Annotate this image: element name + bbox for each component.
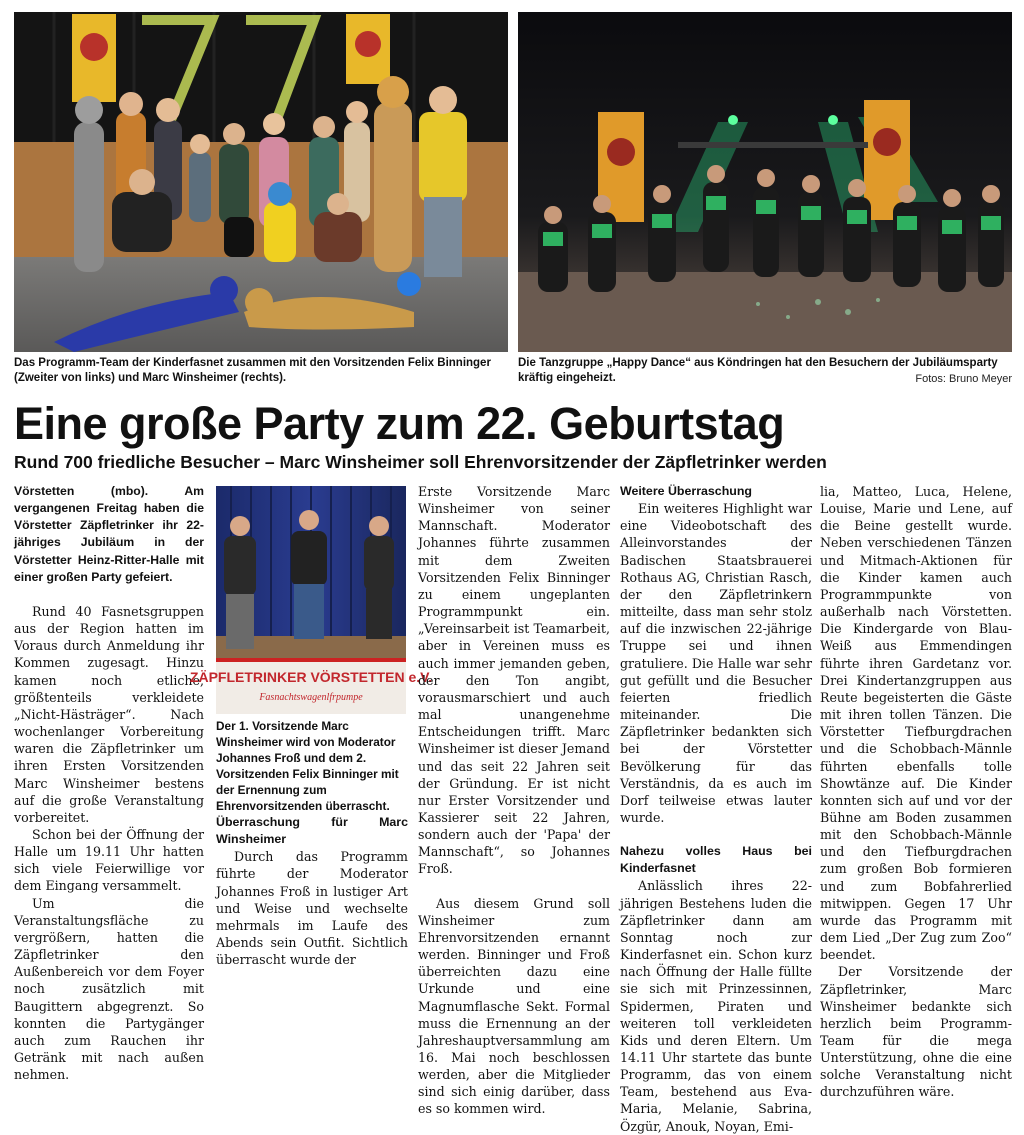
- heading-ueberraschung: Überraschung für Marc Winsheimer: [216, 815, 408, 847]
- paragraph-dank: Der Vorsitzende der Zäpfletrinker, Marc Winsheimer bedankte sich herzlich beim Programm-Team für die mega Unterstützung, ohne die eine solche Veranstaltung nicht durchzuführen wäre.: [820, 964, 1012, 1100]
- heading-kinderfasnet: Nahezu volles Haus bei Kinderfasnet: [620, 844, 812, 876]
- paragraph-fasnetsgruppen: Rund 40 Fasnetsgruppen aus der Region hatten im Voraus durch Anmeldung ihr Kommen zugesagt. Hinzu kamen noch etliche, größtenteils verkleidete „Nicht-Hästräger“. Nach wochenlanger Vorbereitung waren die Zäpfletrinker um ihren Ersten Vorsitzenden Marc Winsheimer bestens auf die große Veranstaltung vorbereitet.: [14, 603, 204, 825]
- paragraph-ehrenvorsitzender: Aus diesem Grund soll Winsheimer zum Ehrenvorsitzenden ernannt werden. Binninger und Froß überreichten dazu eine Urkunde und eine Magnumflasche Sekt. Formal muss die Ernennung an der Jahreshauptversammlung am 16. Mai noch beschlossen werden, aber die Mitglieder sind sich einig darüber, dass es so kommen wird.: [418, 895, 610, 1117]
- caption-stage-honor: Der 1. Vorsitzende Marc Winsheimer wird von Moderator Johannes Froß und dem 2. Vorsitzenden Felix Binninger mit der Ernennung zum Ehrenvorsitzenden überrascht.: [216, 719, 399, 813]
- photo-credit: Fotos: Bruno Meyer: [915, 373, 1012, 385]
- photo-happy-dance-illustration: [518, 12, 1012, 352]
- article-headline: Eine große Party zum 22. Geburtstag: [14, 398, 785, 449]
- caption-program-team: Das Programm-Team der Kinderfasnet zusammen mit den Vorsitzenden Felix Binninger (Zweiter von links) und Marc Winsheimer (rechts).: [14, 357, 491, 384]
- stage-banner-subtitle: Fasnachtswagenlfrpumpe: [259, 692, 363, 703]
- column-4: [620, 483, 812, 1135]
- paragraph-kinderfasnet: Anlässlich ihres 22-jährigen Bestehens luden die Zäpfletrinker dann am Sonntag noch zur Kinderfasnet ein. Schon kurz nach Öffnung der Halle füllte sie sich mit Prinzessinnen, Spidermen, Piraten und weiteren toll verkleideten Kids und deren Eltern. Um 14.11 Uhr startete das bunte Programm, das von einem Team, bestehend aus Eva-Maria, Melanie, Sabrina, Özgür, Anouk, Noyan, Emi-: [620, 878, 812, 1134]
- heading-weitere-ueberraschung: Weitere Überraschung: [620, 484, 752, 498]
- column-3: [418, 483, 610, 1118]
- stage-banner-title: ZÄPFLETRINKER VÖRSTETTEN e.V.: [189, 669, 433, 685]
- column-1: [14, 483, 204, 1083]
- paragraph-videobotschaft: Ein weiteres Highlight war eine Videobotschaft des Alleinvorstandes der Badischen Staatsbrauerei Rothaus AG, Christian Rasch, der den Zäpfletrinkern mitteilte, dass man sehr stolz auf die inzwischen 22-jährige Truppe sei und ihnen gratuliere. Die Halle war sehr gut gefüllt und die Besucher feierten friedlich miteinander. Die Zäpfletrinker bedankten sich bei der Vörstetter Bevölkerung für das Verständnis, da es auch im Dorf teilweise etwas lauter wurde.: [620, 501, 812, 825]
- photo-stage-honor-illustration: [189, 486, 433, 714]
- photo-program-team: [14, 12, 508, 352]
- photo-program-team-illustration: [14, 12, 508, 352]
- column-2: [216, 814, 408, 968]
- paragraph-veranstaltungsflaeche: Um die Veranstaltungsfläche zu vergrößern, hatten die Zäpfletrinker den Außenbereich vor dem Foyer noch zusätzlich mit Baugittern abgegrenzt. So konnten die Partygänger auch zum Rauchen ihr Getränk mit nach außen nehmen.: [14, 895, 204, 1083]
- caption-happy-dance: Die Tanzgruppe „Happy Dance“ aus Köndringen hat den Besuchern der Jubiläumsparty kräftig eingeheizt.: [518, 357, 998, 384]
- article-subheadline: Rund 700 friedliche Besucher – Marc Winsheimer soll Ehrenvorsitzender der Zäpfletrinker werden: [14, 452, 827, 472]
- paragraph-programm-team: lia, Matteo, Luca, Helene, Louise, Marie und Lene, auf die Beine gestellt wurde. Neben verschiedenen Tänzen und Mitmach-Aktionen für die Kinder kamen auch Programmpunkte von außerhalb nach Vörstetten. Die Kindergarde von Blau-Weiß aus Emmendingen führte ihren Gardetanz vor. Drei Kindertanzgruppen aus Reute begeisterten die Gäste mit ihren tollen Tänzen. Die Vörstetter Tiefburgdrachen und die Schobbach-Männle führten ebenfalls tolle Showtänze auf. Die Kinder konnten sich auf und vor der Bühne am Boden zusammen mit den Schobbach-Männle und den Tiefburgdrachen zum großen Bob formieren und zum Bobfahrerlied mitwippen. Gegen 17 Uhr wurde das Programm mit dem Lied „Der Zug zum Zoo“ beendet.: [820, 484, 1012, 963]
- column-5: [820, 483, 1012, 1101]
- paragraph-hallenoeffnung: Schon bei der Öffnung der Halle um 19.11 Uhr hatten sich viele Feierwillige vor dem Eingang versammelt.: [14, 826, 204, 894]
- article-lead: Vörstetten (mbo). Am vergangenen Freitag haben die Vörstetter Zäpfletrinker ihr 22-jähriges Jubiläum in der Vörstetter Heinz-Ritter-Halle mit einer großen Party gefeiert.: [14, 484, 204, 584]
- paragraph-moderator: Durch das Programm führte der Moderator Johannes Froß in lustiger Art und Weise und wechselte mehrmals im Laufe des Abends sein Outfit. Sichtlich überrascht wurde der: [216, 849, 408, 968]
- photo-happy-dance: [518, 12, 1012, 352]
- photo-stage-honor: [189, 486, 433, 714]
- paragraph-erste-vorsitzende: Erste Vorsitzende Marc Winsheimer von seiner Mannschaft. Moderator Johannes führte zusammen mit dem Zweiten Vorsitzenden Felix Binninger zu einem ungeplanten Programmpunkt ein. „Vereinsarbeit ist Teamarbeit, aber in Vereinen muss es auch immer jemanden geben, der den Ton angibt, vorausmarschiert und auch mal unangenehme Entscheidungen trifft. Marc Winsheimer ist dieser Jemand und das seit 22 Jahren seit der Gründung. Er ist nicht nur Erster Vorsitzender und Kassierer seit 22 Jahren, sondern auch der 'Papa' der Mannschaft“, so Johannes Froß.: [418, 484, 610, 877]
